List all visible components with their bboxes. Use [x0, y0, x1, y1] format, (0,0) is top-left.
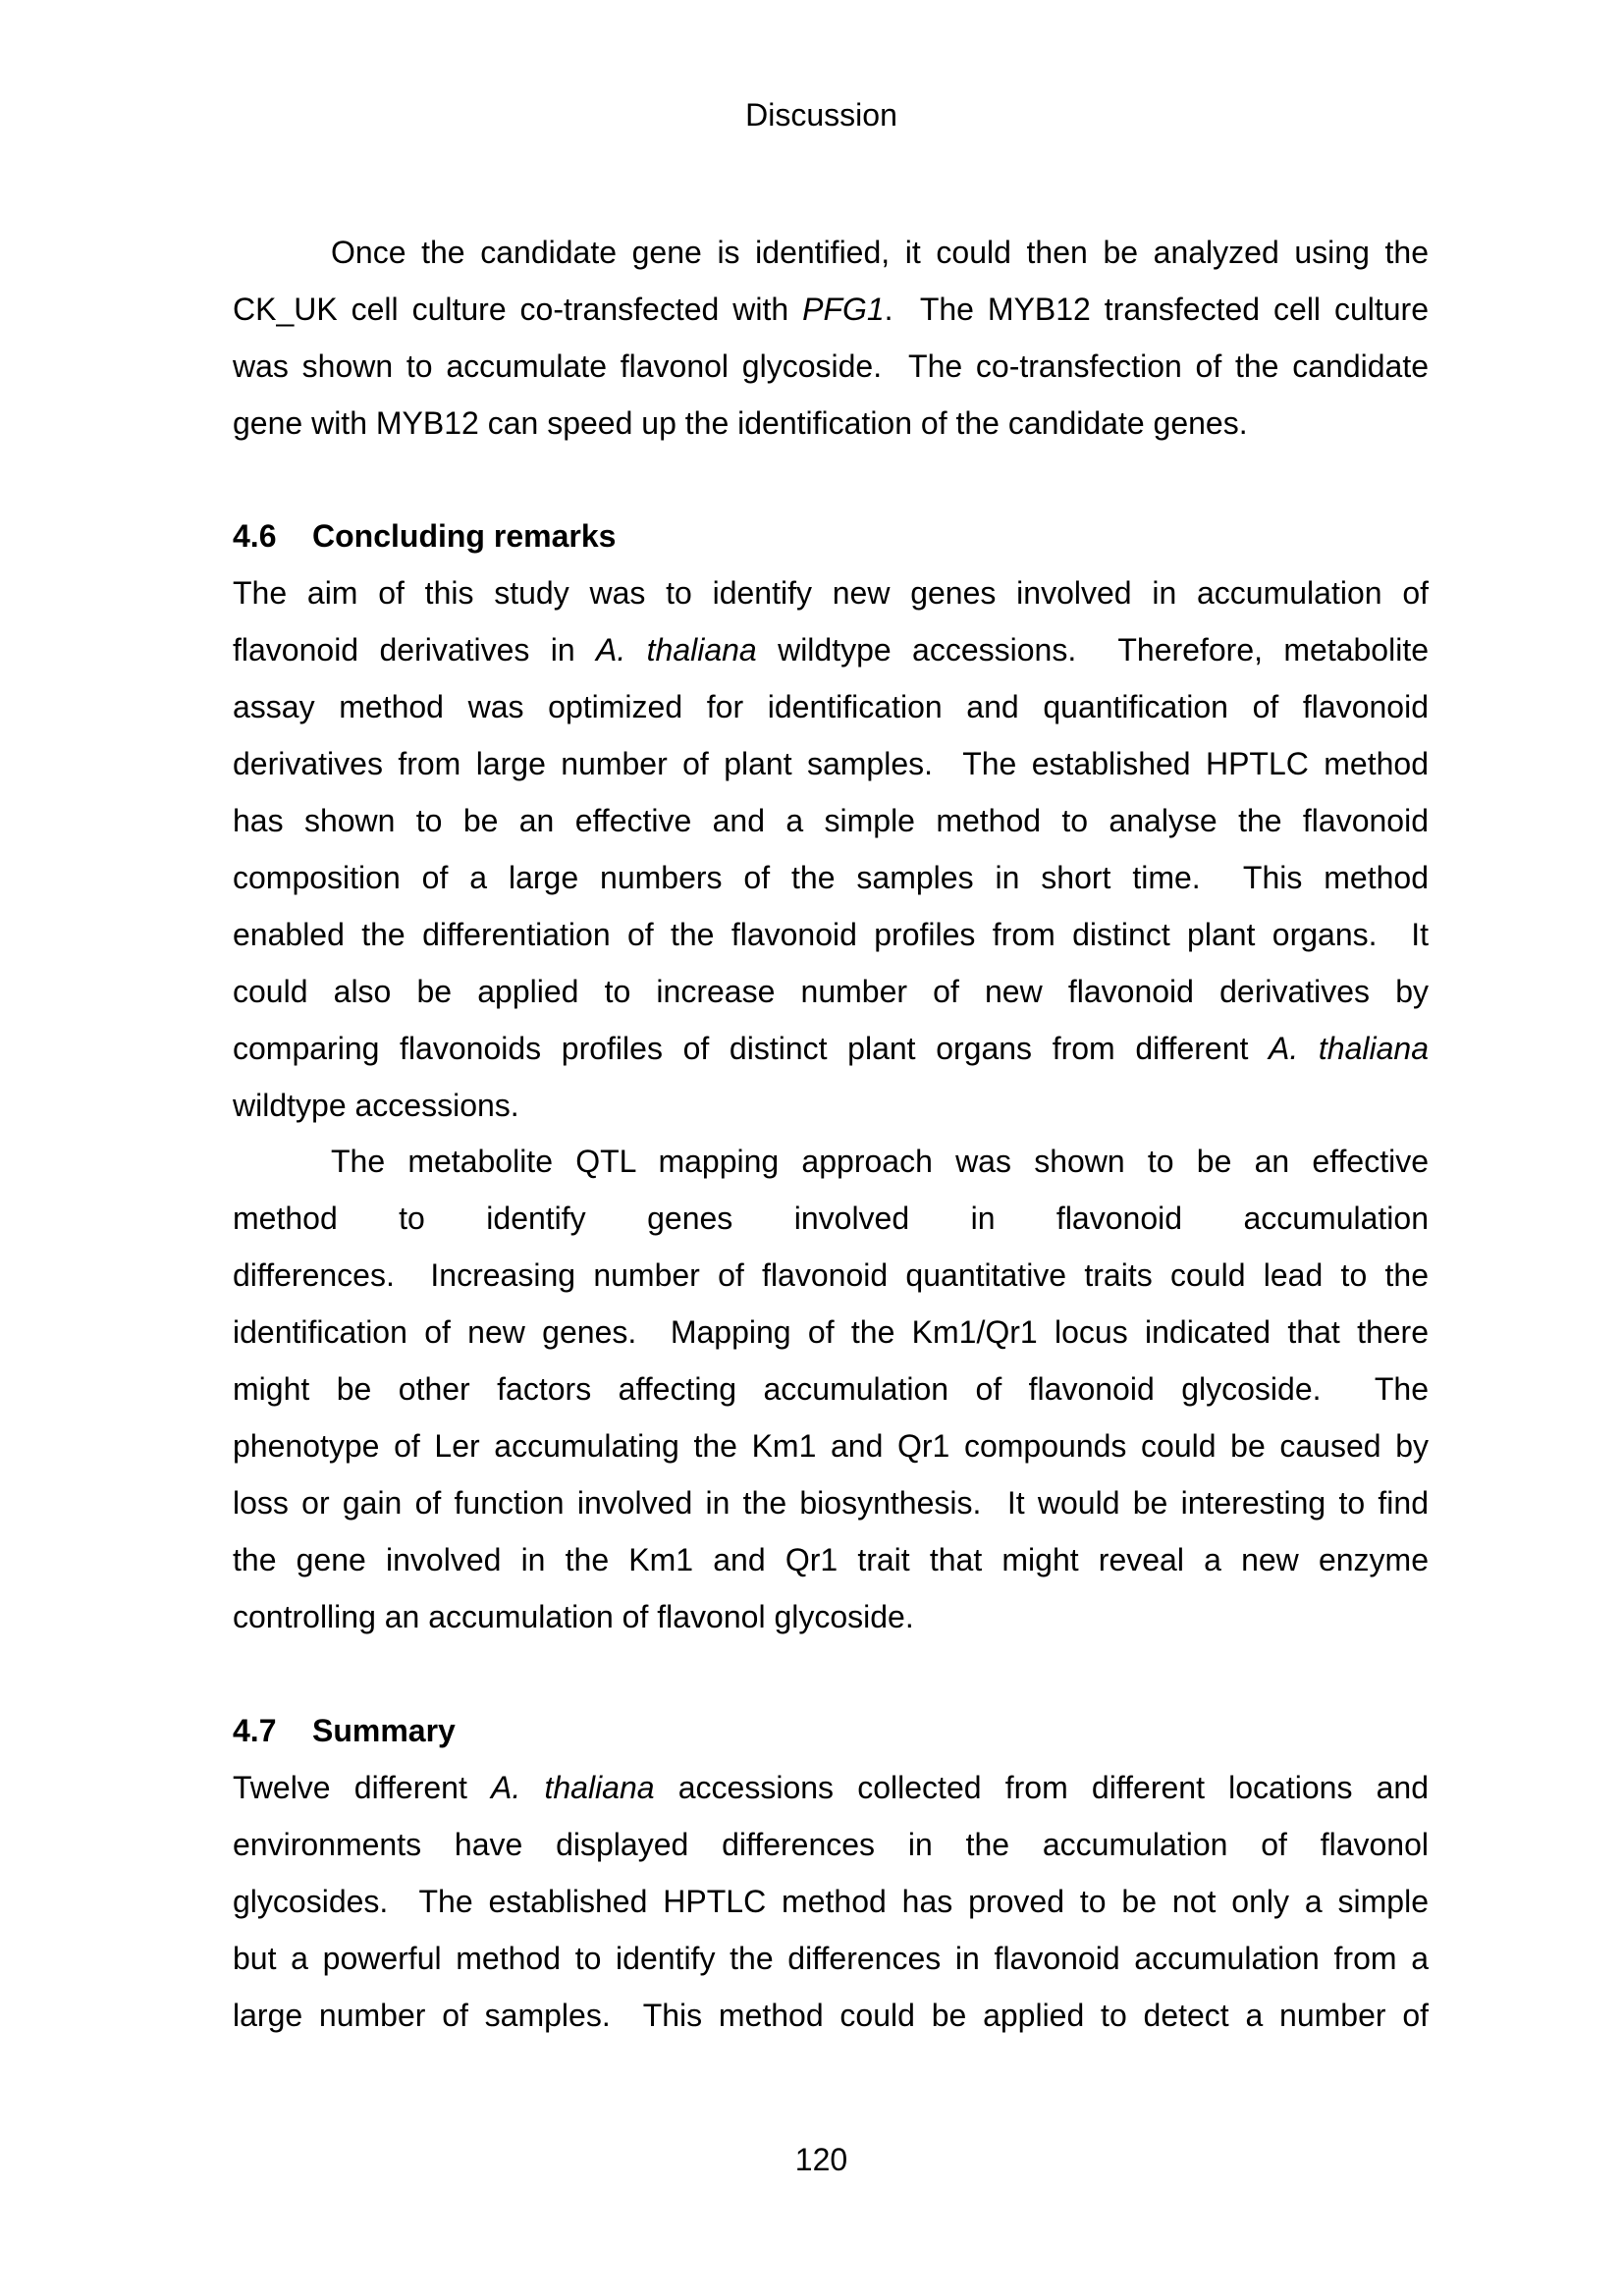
running-header: Discussion: [745, 97, 897, 133]
text-span: Once the candidate gene is identified, it could then be analyzed using the: [331, 235, 1429, 270]
text-line: [233, 963, 1429, 1020]
text-span: comparing flavonoids profiles of distinct plant organs from different: [233, 1031, 1270, 1066]
text-span: assay method was optimized for identification and quantification of flavonoid: [233, 689, 1429, 724]
text-line: [233, 1020, 1429, 1077]
text-span: differences. Increasing number of flavonoid quantitative traits could lead to the: [233, 1257, 1429, 1293]
text-line: [233, 1588, 1429, 1645]
text-span: controlling an accumulation of flavonol glycoside.: [233, 1599, 914, 1634]
text-line: [233, 281, 1429, 338]
text-span: was shown to accumulate flavonol glycoside. The co-transfection of the candidate: [233, 348, 1429, 384]
text-line: [233, 338, 1429, 395]
italic-text: A. thaliana: [1269, 1031, 1429, 1066]
text-line: [233, 1873, 1429, 1930]
text-line: [233, 395, 1429, 452]
italic-text: A. thaliana: [491, 1770, 655, 1805]
text-line: [331, 1133, 1429, 1190]
text-span: method to identify genes involved in flavonoid accumulation: [233, 1201, 1429, 1236]
text-line: [233, 792, 1429, 849]
text-span: . The MYB12 transfected cell culture: [884, 292, 1429, 327]
text-span: gene with MYB12 can speed up the identification of the candidate genes.: [233, 405, 1248, 441]
page-number: 120: [794, 2142, 848, 2177]
text-span: wildtype accessions. Therefore, metabolite: [756, 632, 1429, 667]
text-span: flavonoid derivatives in: [233, 632, 597, 667]
text-span: The metabolite QTL mapping approach was shown to be an effective: [331, 1144, 1429, 1179]
text-span: wildtype accessions.: [233, 1088, 519, 1123]
text-line: [233, 1987, 1429, 2044]
text-line: [233, 1759, 1429, 1816]
text-line: [233, 1247, 1429, 1304]
text-line: [233, 906, 1429, 963]
section-title: Concluding remarks: [312, 518, 617, 554]
text-span: phenotype of Ler accumulating the Km1 and Qr1 compounds could be caused by: [233, 1428, 1429, 1464]
text-line: [331, 224, 1429, 281]
text-span: loss or gain of function involved in the biosynthesis. It would be interesting to find: [233, 1485, 1429, 1521]
text-line: [233, 1190, 1429, 1247]
text-line: [233, 1531, 1429, 1588]
text-span: identification of new genes. Mapping of the Km1/Qr1 locus indicated that there: [233, 1314, 1429, 1350]
text-line: [233, 735, 1429, 792]
text-span: the gene involved in the Km1 and Qr1 trait that might reveal a new enzyme: [233, 1542, 1429, 1577]
text-span: composition of a large numbers of the samples in short time. This method: [233, 860, 1429, 895]
text-span: accessions collected from different locations and: [654, 1770, 1429, 1805]
text-line: [233, 1361, 1429, 1417]
text-span: large number of samples. This method could be applied to detect a number of: [233, 1998, 1429, 2033]
section-title: Summary: [312, 1713, 456, 1748]
text-span: derivatives from large number of plant samples. The established HPTLC method: [233, 746, 1429, 781]
text-span: could also be applied to increase number of new flavonoid derivatives by: [233, 974, 1429, 1009]
italic-text: PFG1: [802, 292, 885, 327]
text-line: [233, 1077, 1429, 1134]
text-line: [233, 1304, 1429, 1361]
text-span: CK_UK cell culture co-transfected with: [233, 292, 803, 327]
section-heading: [233, 1702, 1429, 1759]
text-span: enabled the differentiation of the flavonoid profiles from distinct plant organs. It: [233, 917, 1429, 952]
text-span: glycosides. The established HPTLC method has proved to be not only a simple: [233, 1884, 1429, 1919]
text-line: [233, 564, 1429, 621]
text-line: [233, 1816, 1429, 1873]
text-line: [233, 1417, 1429, 1474]
text-span: might be other factors affecting accumulation of flavonoid glycoside. The: [233, 1371, 1429, 1407]
text-span: but a powerful method to identify the differences in flavonoid accumulation from a: [233, 1941, 1429, 1976]
text-line: [233, 678, 1429, 735]
section-number: 4.6: [233, 518, 277, 554]
text-span: The aim of this study was to identify new genes involved in accumulation of: [233, 575, 1429, 611]
text-line: [233, 1474, 1429, 1531]
text-line: [233, 621, 1429, 678]
text-line: [233, 1930, 1429, 1987]
text-line: [233, 849, 1429, 906]
text-span: Twelve different: [233, 1770, 492, 1805]
text-span: environments have displayed differences in the accumulation of flavonol: [233, 1827, 1429, 1862]
text-span: has shown to be an effective and a simple method to analyse the flavonoid: [233, 803, 1429, 838]
section-heading: [233, 507, 1429, 564]
italic-text: A. thaliana: [596, 632, 757, 667]
section-number: 4.7: [233, 1713, 277, 1748]
